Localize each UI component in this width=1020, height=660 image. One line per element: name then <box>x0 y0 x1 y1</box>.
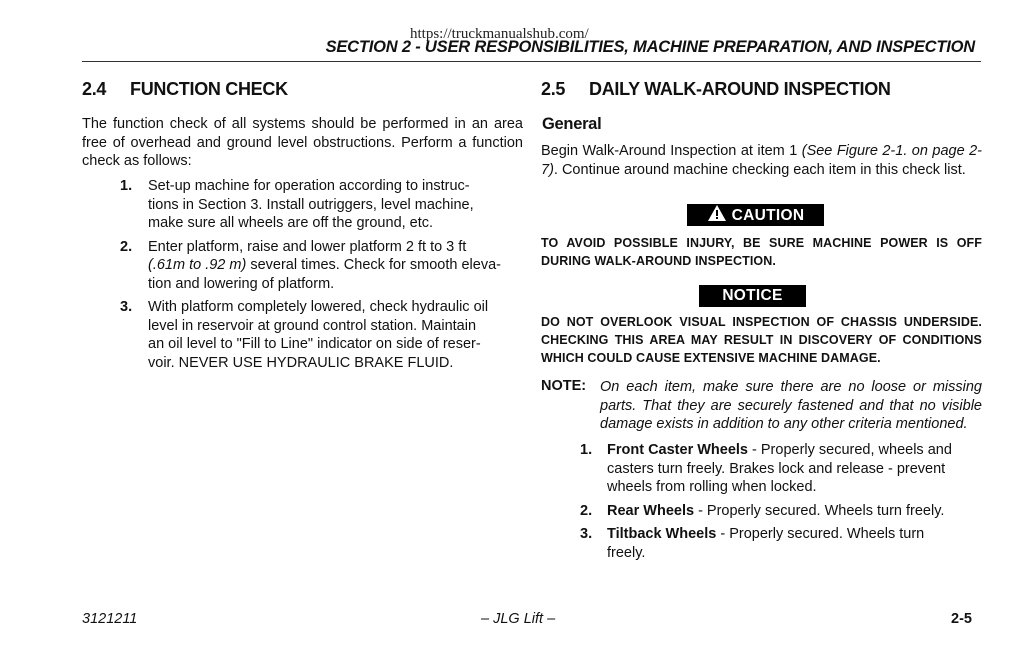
step-line: Enter platform, raise and lower platform 2 ft to 3 ft <box>148 238 467 255</box>
watermark-url: https://truckmanualshub.com/ <box>410 26 589 42</box>
item-line: freely. <box>607 544 646 561</box>
item-line: wheels from rolling when locked. <box>607 479 817 495</box>
list-item <box>580 502 980 521</box>
warning-triangle-icon <box>707 204 727 222</box>
step-line: voir. NEVER USE HYDRAULIC BRAKE FLUID. <box>148 354 454 371</box>
step-line: With platform completely lowered, check hydraulic oil <box>148 299 489 315</box>
inspection-items <box>580 441 980 567</box>
heading-title: DAILY WALK-AROUND INSPECTION <box>589 79 891 99</box>
list-item <box>120 238 530 294</box>
step-line: tions in Section 3. Install outriggers, level machine, <box>148 196 474 213</box>
footer-page-number: 2-5 <box>951 611 972 627</box>
caution-text: TO AVOID POSSIBLE INJURY, BE SURE MACHINE POWER IS OFF DURING WALK-AROUND INSPECTION. <box>541 236 982 268</box>
notice-text: DO NOT OVERLOOK VISUAL INSPECTION OF CHASSIS UNDERSIDE. CHECKING THIS AREA MAY RESULT IN DISCOVERY OF CONDITIONS WHICH COULD CAUSE EXTENSIVE MACHINE DAMAGE. <box>541 315 982 365</box>
item-number: 2. <box>580 502 593 519</box>
item-number: 3. <box>580 526 593 542</box>
caution-label: CAUTION <box>731 207 805 224</box>
notice-label: NOTICE <box>722 287 783 304</box>
item-line: - Properly secured. Wheels turn freely. <box>694 502 945 519</box>
list-item <box>580 441 980 497</box>
subheading-general: General <box>542 115 602 133</box>
item-line: - Properly secured. Wheels turn <box>716 526 925 542</box>
caution-banner <box>687 204 824 226</box>
item-title: Rear Wheels <box>607 502 695 519</box>
heading-number: 2.5 <box>541 79 566 99</box>
step-line: an oil level to "Fill to Line" indicator on side of reser- <box>148 336 481 352</box>
item-number: 1. <box>580 442 593 458</box>
step-number: 1. <box>120 178 133 194</box>
item-line: casters turn freely. Brakes lock and release - prevent <box>607 460 946 477</box>
function-check-intro: The function check of all systems should be performed in an area free of overhead and ground level obstructions. Perform a function check as follows: <box>82 116 523 169</box>
note-text: On each item, make sure there are no loose or missing parts. That they are securely fastened and that no visible damage exists in addition to any other criteria mentioned. <box>600 379 982 432</box>
section-header: SECTION 2 - USER RESPONSIBILITIES, MACHINE PREPARATION, AND INSPECTION <box>325 38 975 56</box>
item-title: Tiltback Wheels <box>607 526 717 542</box>
step-line-italic: (.61m to .92 m) <box>148 257 247 273</box>
heading-daily-walk-around <box>541 79 891 100</box>
heading-number: 2.4 <box>82 79 107 99</box>
item-line: - Properly secured, wheels and <box>748 442 952 458</box>
intro-text: Begin Walk-Around Inspection at item 1 <box>541 143 802 159</box>
heading-function-check <box>82 79 288 100</box>
heading-title: FUNCTION CHECK <box>130 79 288 99</box>
step-line: level in reservoir at ground control station. Maintain <box>148 317 477 334</box>
step-line: make sure all wheels are off the ground, etc. <box>148 215 434 231</box>
footer-doc-number: 3121211 <box>82 611 138 627</box>
list-item <box>580 525 980 562</box>
footer-brand: – JLG Lift – <box>481 611 556 627</box>
step-number: 3. <box>120 299 133 315</box>
item-title: Front Caster Wheels <box>607 442 748 458</box>
walk-around-intro <box>541 142 982 179</box>
figure-reference: (See Figure 2-1. on page 2-7) <box>541 143 982 178</box>
list-item <box>120 177 530 233</box>
header-divider <box>82 61 981 62</box>
note-label: NOTE: <box>541 378 587 394</box>
notice-banner <box>699 285 806 307</box>
intro-text: . Continue around machine checking each item in this check list. <box>553 161 966 178</box>
list-item <box>120 298 530 372</box>
step-line: tion and lowering of platform. <box>148 275 335 292</box>
step-line: Set-up machine for operation according to instruc- <box>148 178 470 194</box>
step-number: 2. <box>120 238 133 255</box>
step-line: several times. Check for smooth eleva- <box>246 257 501 273</box>
function-check-steps <box>120 177 530 377</box>
